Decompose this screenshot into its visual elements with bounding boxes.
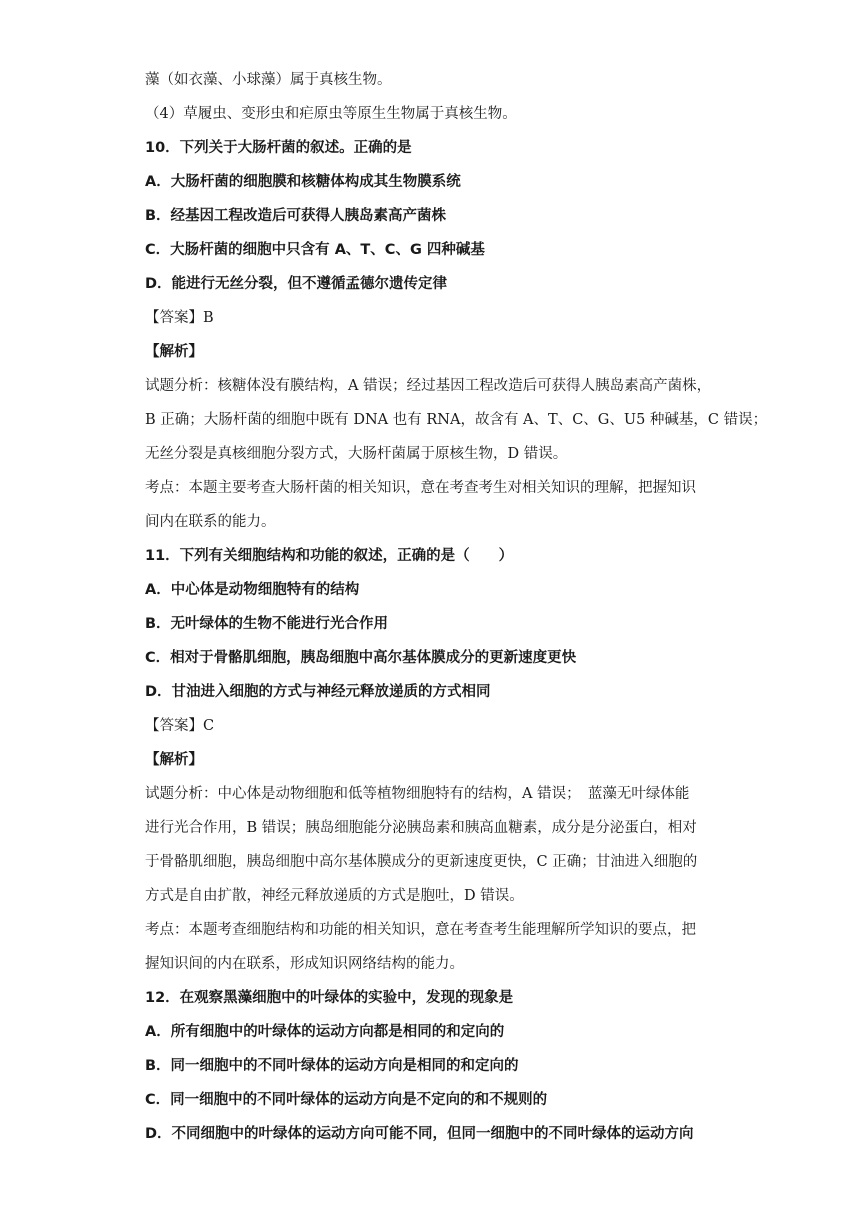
question-12-option-c: C．同一细胞中的不同叶绿体的运动方向是不定向的和不规则的	[145, 1092, 548, 1108]
analysis-label: 【解析】	[145, 344, 203, 360]
analysis-text: 进行光合作用，B 错误；胰岛细胞能分泌胰岛素和胰高血糖素，成分是分泌蛋白，相对	[145, 820, 697, 836]
analysis-text: 无丝分裂是真核细胞分裂方式，大肠杆菌属于原核生物，D 错误。	[145, 446, 568, 462]
question-12-option-b: B．同一细胞中的不同叶绿体的运动方向是相同的和定向的	[145, 1058, 519, 1074]
text-line: 藻（如衣藻、小球藻）属于真核生物。	[145, 72, 392, 88]
text-line: （4）草履虫、变形虫和疟原虫等原生生物属于真核生物。	[145, 106, 517, 122]
key-point-text: 握知识间的内在联系，形成知识网络结构的能力。	[145, 956, 464, 972]
question-10-option-d: D．能进行无丝分裂，但不遵循孟德尔遗传定律	[145, 276, 448, 292]
question-10-option-b: B．经基因工程改造后可获得人胰岛素高产菌株	[145, 208, 447, 224]
question-10-stem: 10．下列关于大肠杆菌的叙述。正确的是	[145, 140, 412, 156]
key-point-text: 间内在联系的能力。	[145, 514, 276, 530]
question-12-stem: 12．在观察黑藻细胞中的叶绿体的实验中，发现的现象是	[145, 990, 514, 1006]
question-10-option-c: C．大肠杆菌的细胞中只含有 A、T、C、G 四种碱基	[145, 242, 485, 258]
analysis-text: 试题分析：中心体是动物细胞和低等植物细胞特有的结构，A 错误； 蓝藻无叶绿体能	[145, 786, 690, 802]
question-10-option-a: A．大肠杆菌的细胞膜和核糖体构成其生物膜系统	[145, 174, 461, 190]
key-point-text: 考点：本题考查细胞结构和功能的相关知识，意在考查考生能理解所学知识的要点，把	[145, 922, 696, 938]
answer-label: 【答案】B	[145, 310, 214, 326]
question-11-option-b: B．无叶绿体的生物不能进行光合作用	[145, 616, 389, 632]
question-11-option-d: D．甘油进入细胞的方式与神经元释放递质的方式相同	[145, 684, 491, 700]
analysis-text: 于骨骼肌细胞，胰岛细胞中高尔基体膜成分的更新速度更快，C 正确；甘油进入细胞的	[145, 854, 698, 870]
question-12-option-a: A．所有细胞中的叶绿体的运动方向都是相同的和定向的	[145, 1024, 505, 1040]
analysis-text: 方式是自由扩散，神经元释放递质的方式是胞吐，D 错误。	[145, 888, 524, 904]
analysis-text: B 正确；大肠杆菌的细胞中既有 DNA 也有 RNA，故含有 A、T、C、G、U5 种碱基，C 错误；	[145, 412, 768, 428]
analysis-text: 试题分析：核糖体没有膜结构，A 错误；经过基因工程改造后可获得人胰岛素高产菌株，	[145, 378, 712, 394]
key-point-text: 考点：本题主要考查大肠杆菌的相关知识，意在考查考生对相关知识的理解，把握知识	[145, 480, 696, 496]
question-11-stem: 11．下列有关细胞结构和功能的叙述，正确的是（ ）	[145, 548, 514, 564]
question-12-option-d: D．不同细胞中的叶绿体的运动方向可能不同，但同一细胞中的不同叶绿体的运动方向	[145, 1126, 694, 1142]
question-11-option-c: C．相对于骨骼肌细胞，胰岛细胞中高尔基体膜成分的更新速度更快	[145, 650, 577, 666]
analysis-label: 【解析】	[145, 752, 203, 768]
answer-label: 【答案】C	[145, 718, 215, 734]
question-11-option-a: A．中心体是动物细胞特有的结构	[145, 582, 360, 598]
